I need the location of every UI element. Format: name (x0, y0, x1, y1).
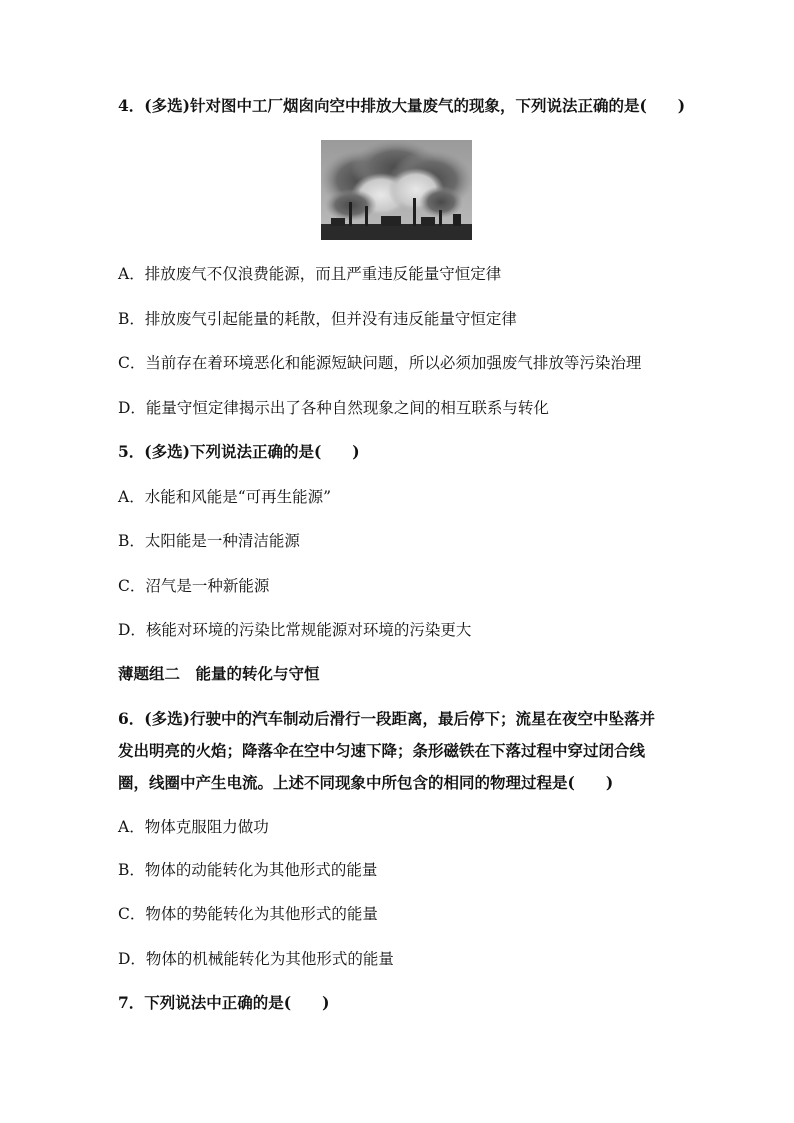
question-6-option-b: B．物体的动能转化为其他形式的能量 (118, 861, 378, 879)
factory-smokestack-photo-icon (321, 140, 472, 240)
question-6-option-d: D．物体的机械能转化为其他形式的能量 (118, 950, 394, 968)
question-5-option-a: A．水能和风能是“可再生能源” (118, 488, 332, 506)
question-6-stem-line-2: 发出明亮的火焰；降落伞在空中匀速下降；条形磁铁在下落过程中穿过闭合线 (118, 741, 646, 760)
question-7-stem: 7．下列说法中正确的是( ) (118, 993, 330, 1012)
factory-photo (321, 140, 472, 240)
question-5-option-c: C．沼气是一种新能源 (118, 577, 270, 595)
question-4-option-c: C．当前存在着环境恶化和能源短缺问题，所以必须加强废气排放等污染治理 (118, 354, 642, 372)
question-6-option-c: C．物体的势能转化为其他形式的能量 (118, 905, 378, 923)
question-6-option-a: A．物体克服阻力做功 (118, 818, 269, 836)
question-4-option-b: B．排放废气引起能量的耗散，但并没有违反能量守恒定律 (118, 310, 517, 328)
question-5-stem: 5．(多选)下列说法正确的是( ) (118, 442, 360, 461)
question-6-stem-line-3: 圈，线圈中产生电流。上述不同现象中所包含的相同的物理过程是( ) (118, 773, 614, 792)
question-5-option-d: D．核能对环境的污染比常规能源对环境的污染更大 (118, 621, 472, 639)
question-6-stem-line-1: 6．(多选)行驶中的汽车制动后滑行一段距离，最后停下；流星在夜空中坠落并 (118, 709, 655, 728)
question-4-option-a: A．排放废气不仅浪费能源，而且严重违反能量守恒定律 (118, 265, 502, 283)
question-5-option-b: B．太阳能是一种清洁能源 (118, 532, 300, 550)
question-4-option-d: D．能量守恒定律揭示出了各种自然现象之间的相互联系与转化 (118, 399, 549, 417)
section-heading: 薄题组二 能量的转化与守恒 (118, 664, 320, 683)
question-4-stem: 4．(多选)针对图中工厂烟囱向空中排放大量废气的现象，下列说法正确的是( ) (118, 96, 686, 115)
